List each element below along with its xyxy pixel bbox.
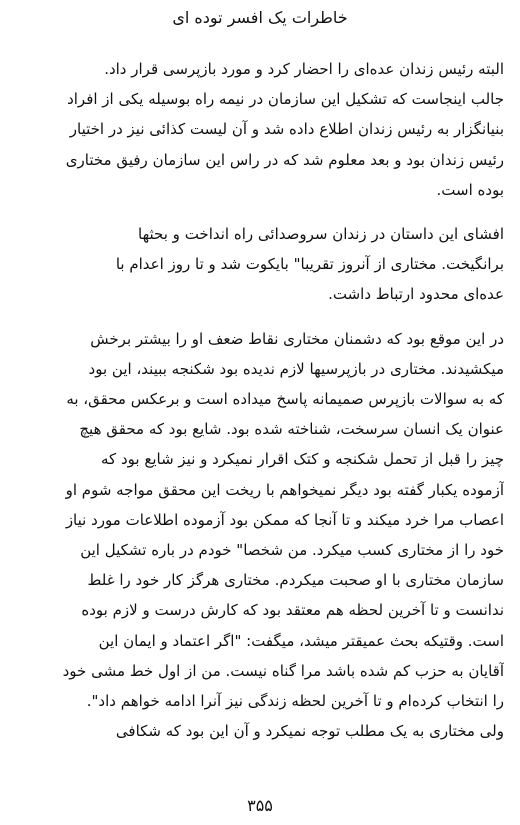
text-line: عنوان یک انسان سرسخت، شناخته شده بود. شایع بود که محقق هیچ <box>79 420 504 439</box>
text-line: البته رئیس زندان عده‌ای را احضار کرد و مورد بازپرسی قرار داد. <box>104 60 504 78</box>
paragraph-3 <box>14 324 504 747</box>
text-line: عده‌ای محدود ارتباط داشت. <box>328 285 504 304</box>
paragraph-2 <box>14 219 504 310</box>
text-line: افشای این داستان در زندان سروصدائی راه انداخت و بحثها <box>138 225 504 244</box>
text-line: اعصاب مرا خرد میکند و تا آنجا که ممکن بود آزموده اطلاعات مورد نیاز <box>65 510 504 529</box>
text-line: جالب اینجاست که تشکیل این سازمان در نیمه راه بوسیله یکی از افراد <box>67 90 504 109</box>
text-line: ولی مختاری به یک مطلب توجه نمیکرد و آن این بود که شکافی <box>115 722 504 741</box>
text-line: بنیانگزار به رئیس زندان اطلاع داده شد و آن لیست کذائی نیز در اختیار <box>69 120 504 139</box>
text-line: آقایان به حزب کم شده باشد مرا گناه نیست. من از اول خط مشی خود <box>62 661 504 680</box>
page-number: ۳۵۵ <box>247 796 273 815</box>
paragraph-1 <box>14 54 504 205</box>
text-line: است. وقتیکه بحث عمیقتر میشد، میگفت: "اگر اعتماد و ایمان این <box>98 631 504 650</box>
text-line: که به سوالات بازپرس صمیمانه پاسخ میداده است و برعکس محقق، به <box>66 390 504 409</box>
text-line: میکشیدند. مختاری در بازپرسیها لازم ندیده بود شکنجه ببیند، این بود <box>88 359 504 378</box>
text-line: چیز را قبل از تحمل شکنجه و کتک اقرار نمیکرد و نیز شایع بود که <box>101 450 504 469</box>
text-line: ندانست و تا آخرین لحظه هم معتقد بود که کارش درست و لازم بوده <box>81 601 504 620</box>
text-line: بوده است. <box>436 180 504 199</box>
text-line: سازمان مختاری با او صحبت میکردم. مختاری هرگز کار خود را غلط <box>87 571 504 590</box>
text-line: خود را از مختاری کسب میکرد. من شخصا" خودم در باره تشکیل این <box>80 541 504 560</box>
text-line: آزموده یکبار گفته بود دیگر نمیخواهم با ریخت این محقق مواجه شوم او <box>65 480 504 499</box>
text-line: در این موقع بود که دشمنان مختاری نقاط ضعف او را بیشتر برخش <box>90 329 504 348</box>
body-text <box>14 54 504 746</box>
text-line: برانگیخت. مختاری از آنروز تقریبا" بایکوت شد و تا روز اعدام با <box>115 255 504 274</box>
text-line: رئیس زندان بود و بعد معلوم شد که در راس این سازمان رفیق مختاری <box>65 150 504 169</box>
text-line: را انتخاب کرده‌ام و تا آخرین لحظه زندگی نیز آنرا ادامه خواهم داد". <box>86 692 504 711</box>
running-header: خاطرات یک افسر توده ای <box>172 8 348 27</box>
